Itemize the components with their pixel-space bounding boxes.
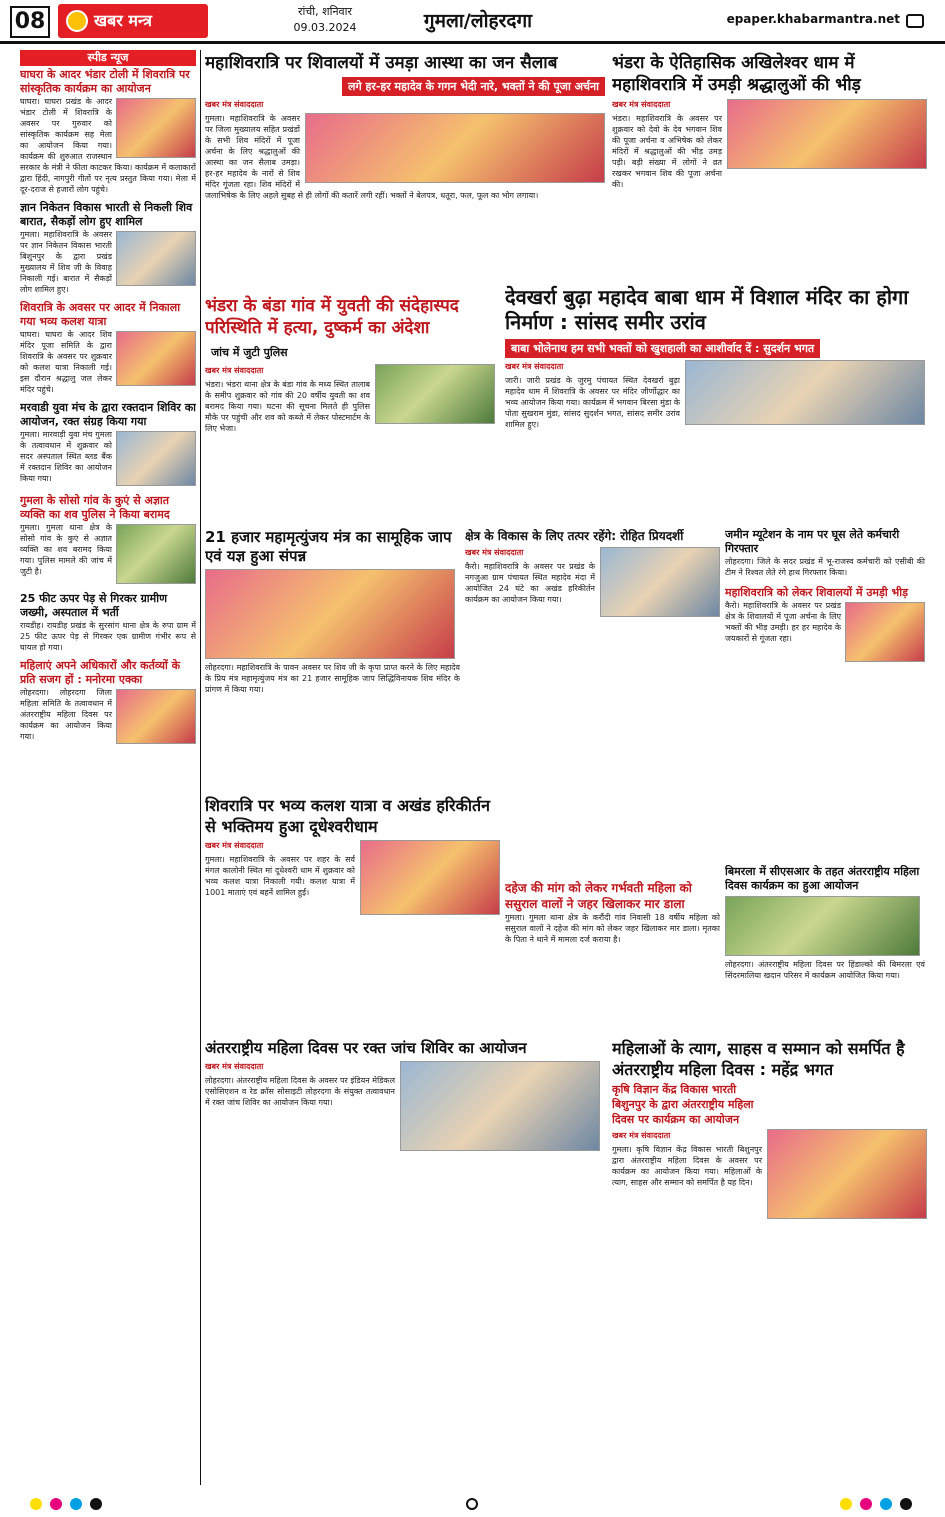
article-shivratri — [205, 52, 605, 287]
subheadline: बाबा भोलेनाथ हम सभी भक्तों को खुशहाली का आशीर्वाद दें : सुदर्शन भगत — [505, 339, 820, 358]
article-bimarla — [725, 865, 925, 1030]
article-text: गुमला। कृषि विज्ञान केंद्र विकास भारती बिशुनपुर द्वारा अंतरराष्ट्रीय महिला दिवस के अवसर पर कार्यक्रम का आयोजन किया गया। महिलाओं के त्याग, साहस और सम्मान को समर्पित है यह दिन। — [612, 1145, 762, 1187]
article-text: भंडरा। महाशिवरात्रि के अवसर पर शुक्रवार को देवो के देव भगवान शिव की पूजा अर्चना व अभिषेक को लेकर मंदिरों में श्रद्धालुओं की भीड़ उमड़ पड़ी। बड़ी संख्या में लोगों ने व्रत रखकर भगवान शिव की पूजा अर्चना की। — [612, 114, 722, 189]
brief-text: गुमला। महाशिवरात्रि के अवसर पर ज्ञान निकेतन विकास भारती बिशुनपुर के द्वारा प्रखंड मुख्यालय में शिव जी के विवाह निकाली गई। बारात में सैकड़ों लोग शामिल हुए। — [20, 230, 112, 294]
headline: बिमरला में सीएसआर के तहत अंतरराष्ट्रीय महिला दिवस कार्यक्रम का हुआ आयोजन — [725, 865, 920, 892]
brief-title: मरवाडी युवा मंच के द्वारा रक्तदान शिविर का आयोजन, रक्त संग्रह किया गया — [20, 401, 196, 428]
camera-icon — [906, 14, 924, 28]
news-photo — [305, 113, 605, 183]
brief-photo — [116, 231, 196, 286]
registration-dot-icon — [50, 1498, 62, 1510]
news-photo — [375, 364, 495, 424]
headline: जमीन म्यूटेशन के नाम पर घूस लेते कर्मचारी गिरफ्तार — [725, 528, 900, 555]
headline: अंतरराष्ट्रीय महिला दिवस पर रक्त जांच शिविर का आयोजन — [205, 1039, 527, 1057]
brief-text: घाघरा। घाघरा के आदर शिव मंदिर पूजा समिति के द्वारा शिवरात्रि के अवसर पर शुक्रवार को कलश यात्रा निकाली गई। इस दौरान श्रद्धालु जल लेकर मंदिर पहुंचे। — [20, 330, 112, 394]
brief-photo — [116, 431, 196, 486]
news-photo — [845, 602, 925, 662]
article-text: लोहरदगा। महाशिवरात्रि के पावन अवसर पर शिव जी के कृपा प्राप्त करने के लिए महादेव के प्रिय मंत्र महामृत्युंजय मंत्र का 21 हजार सामूहिक जाप सिद्धिविनायक शिव मंदिर के प्रांगण में किया गया। — [205, 663, 460, 694]
headline: भंडरा के बंडा गांव में युवती की संदेहास्पद परिस्थिति में हत्या, दुष्कर्म का अंदेशा — [205, 296, 459, 338]
article-text: लोहरदगा। अंतरराष्ट्रीय महिला दिवस पर हिंडाल्को की बिमरला एवं सिंदरमालिया खदान परिसर में कार्यक्रम आयोजित किया गया। — [725, 960, 925, 980]
brief-title: महिलाएं अपने अधिकारों और कर्तव्यों के प्रति सजग हों : मनोरमा एक्का — [20, 659, 181, 686]
byline: खबर मंत्र संवाददाता — [465, 548, 524, 557]
byline: खबर मंत्र संवाददाता — [205, 366, 264, 375]
registration-dot-icon — [30, 1498, 42, 1510]
byline: खबर मंत्र संवाददाता — [205, 100, 264, 109]
subheadline: जांच में जुटी पुलिस — [205, 343, 294, 362]
article-text: जारी। जारी प्रखंड के जुरमु पंचायत स्थित देवखर्रा बुढ़ा महादेव धाम में शिवरात्रि के अवसर पर मंदिर जीर्णोद्धार का भव्य आयोजन किया गया। कार्यक्रम में भगवान बिरसा मुंडा के पोता सुखराम मुंडा, सांसद सुदर्शन भगत, सांसद समीर उरांव शामिल हुए। — [505, 376, 680, 429]
headline: शिवरात्रि पर भव्य कलश यात्रा व अखंड हरिकीर्तन से भक्तिमय हुआ दूधेश्वरीधाम — [205, 796, 491, 836]
article-text: लोहरदगा। जिले के सदर प्रखंड में भू-राजस्व कर्मचारी को एसीबी की टीम ने रिश्वत लेते रंगे हाथ गिरफ्तार किया। — [725, 557, 925, 577]
byline: खबर मंत्र संवाददाता — [505, 362, 564, 371]
article-text: गुमला। महाशिवरात्रि के अवसर पर जिला मुख्यालय सहित प्रखंडों के सभी शिव मंदिरों में पूजा अर्चना के लिए श्रद्धालुओं की आस्था का जन सैलाब उमड़ा। हर-हर महादेव के नारों से शिव मंदिर गूंजता रहा। शिव मंदिरों में जलाभिषेक के लिए अहले सुबह से ही लोगों की कतारें लगी रहीं। भक्तों ने बेलपत्र, धतूरा, फल, फूल का भोग लगाया। — [205, 114, 539, 200]
headline: भंडरा के ऐतिहासिक अखिलेश्वर धाम में महाशिवरात्रि में उमड़ी श्रद्धालुओं की भीड़ — [612, 53, 861, 95]
news-photo — [360, 840, 500, 915]
byline: खबर मंत्र संवाददाता — [612, 100, 671, 109]
subheadline: लगे हर-हर महादेव के गगन भेदी नारे, भक्तों ने की पूजा अर्चना — [342, 77, 605, 96]
article-banda-murder — [205, 295, 495, 520]
epaper-link[interactable]: epaper.khabarmantra.net — [726, 12, 900, 26]
article-devkharra — [505, 285, 925, 520]
article-akhileshwar — [612, 52, 927, 277]
dateline — [270, 4, 380, 36]
brief-photo — [116, 331, 196, 386]
brief-photo — [116, 524, 196, 584]
headline: क्षेत्र के विकास के लिए तत्पर रहेंगे: रोहित प्रियदर्शी — [465, 529, 684, 543]
article-dudheshwari — [205, 795, 500, 1030]
brief-text: रायडीह। रायडीह प्रखंड के सुरसांग थाना क्षेत्र के रुपा ग्राम में 25 फीट ऊपर पेड़ से गिरकर एक ग्रामीण गंभीर रूप से घायल हो गया। — [20, 621, 196, 652]
news-photo — [400, 1061, 600, 1151]
registration-dot-icon — [840, 1498, 852, 1510]
brief-title: घाघरा के आदर भंडार टोली में शिवरात्रि पर सांस्कृतिक कार्यक्रम का आयोजन — [20, 68, 190, 95]
news-photo — [727, 99, 927, 169]
registration-dot-icon — [860, 1498, 872, 1510]
byline: खबर मंत्र संवाददाता — [612, 1131, 671, 1140]
brief-photo — [116, 689, 196, 744]
byline: खबर मंत्र संवाददाता — [205, 841, 264, 850]
page-number: 08 — [10, 6, 50, 38]
news-photo — [767, 1129, 927, 1219]
brief-title: 25 फीट ऊपर पेड़ से गिरकर ग्रामीण जख्मी, अस्पताल में भर्ती — [20, 592, 168, 619]
brand-name: खबर मन्त्र — [58, 4, 208, 38]
article-text: कैरो। महाशिवरात्रि के अवसर पर प्रखंड के नगजुआ ग्राम पंचायत स्थित महादेव मंदा में आयोजित 24 घंटे का अखंड हरिकीर्तन कार्यक्रम का आयोजन किया गया। — [465, 562, 595, 604]
registration-dot-icon — [900, 1498, 912, 1510]
city-day: रांची, शनिवार — [297, 5, 353, 18]
news-photo — [725, 896, 920, 956]
brief-text: लोहरदगा। लोहरदगा जिला महिला समिति के तत्वावधान में अंतरराष्ट्रीय महिला दिवस पर कार्यक्रम का आयोजन किया गया। — [20, 688, 112, 741]
article-mahamrityunjay — [205, 528, 460, 788]
crosshair-icon — [466, 1498, 478, 1510]
headline: महिलाओं के त्याग, साहस व सम्मान को समर्पित है अंतरराष्ट्रीय महिला दिवस : महेंद्र भगत — [612, 1039, 905, 1079]
headline: महाशिवरात्रि को लेकर शिवालयों में उमड़ी भीड़ — [725, 586, 909, 599]
registration-dot-icon — [880, 1498, 892, 1510]
news-photo — [205, 569, 455, 659]
article-blood-test — [205, 1038, 600, 1483]
article-text: कैरो। महाशिवरात्रि के अवसर पर प्रखंड क्षेत्र के शिवालयों में पूजा अर्चना के लिए भक्तों की भीड़ उमड़ी। हर हर महादेव के जयकारों से गूंजता रहा। — [725, 601, 841, 643]
article-rohit-priyadarshi — [465, 528, 720, 788]
registration-dot-icon — [70, 1498, 82, 1510]
headline: 21 हजार महामृत्युंजय मंत्र का सामूहिक जाप एवं यज्ञ हुआ संपन्न — [205, 528, 452, 565]
issue-date: 09.03.2024 — [293, 21, 357, 34]
article-text: गुमला। महाशिवरात्रि के अवसर पर शहर के सर्व मंगल कालोनी स्थित मां दूधेश्वरी धाम में शुक्रवार को भव्य कलश यात्रा निकाली गयी। कलश यात्रा में 1001 माताएं एवं बहनें शामिल हुईं। — [205, 855, 355, 897]
news-photo — [600, 547, 720, 617]
brief-text: गुमला। गुमला थाना क्षेत्र के सोसो गांव के कुएं से अज्ञात व्यक्ति का शव बरामद किया गया। पुलिस मामले की जांच में जुटी है। — [20, 523, 112, 576]
brief-title: गुमला के सोसो गांव के कुएं से अज्ञात व्यक्ति का शव पुलिस ने किया बरामद — [20, 494, 170, 521]
section-title: गुमला/लोहरदगा — [423, 10, 533, 32]
speed-news-bar: स्पीड न्यूज — [20, 50, 196, 66]
left-column — [20, 68, 196, 1488]
article-text: गुमला। गुमला थाना क्षेत्र के करौंदी गांव निवासी 18 वर्षीय महिला को ससुराल वालों ने दहेज की मांग को लेकर जहर खिलाकर मार डाला। मृतका के पिता ने थाने में मामला दर्ज कराया है। — [505, 913, 720, 944]
masthead — [0, 0, 945, 44]
brief-text: गुमला। मारवाड़ी युवा मंच गुमला के तत्वावधान में शुक्रवार को सदर अस्पताल स्थित ब्लड बैंक में रक्तदान शिविर का आयोजन किया गया। — [20, 430, 112, 483]
news-photo — [685, 360, 925, 425]
column-divider — [200, 50, 201, 1485]
brief-text: घाघरा। घाघरा प्रखंड के आदर भंडार टोली में शिवरात्रि के अवसर पर गुरुवार को सांस्कृतिक कार्यक्रम सह मेला का आयोजन किया गया। कार्यक्रम की शुरुआत राजस्थान सरकार के मंत्री ने फीता काटकर किया। कार्यक्रम में कलाकारों द्वारा हिंदी, नागपुरी गीतों पर नृत्य प्रस्तुत किया गया। मेला में दूर-दराज से हजारों लोग पहुंचे। — [20, 97, 196, 194]
byline: खबर मंत्र संवाददाता — [205, 1062, 264, 1071]
right-column-briefs — [725, 528, 925, 858]
subheadline: कृषि विज्ञान केंद्र विकास भारती बिशुनपुर के द्वारा अंतरराष्ट्रीय महिला दिवस पर कार्यक्रम का आयोजन — [612, 1082, 762, 1127]
registration-dot-icon — [90, 1498, 102, 1510]
article-text: लोहरदगा। अंतरराष्ट्रीय महिला दिवस के अवसर पर इंडियन मेडिकल एसोसिएशन व रेड क्रॉस सोसाइटी लोहरदगा के संयुक्त तत्वावधान में रक्त जांच शिविर का आयोजन किया गया। — [205, 1076, 395, 1107]
brand-logo-icon — [66, 10, 88, 32]
article-womens-day — [612, 1038, 927, 1483]
brief-photo — [116, 98, 196, 158]
article-text: भंडरा। भंडरा थाना क्षेत्र के बंडा गांव के मध्य स्थित तालाब के समीप शुक्रवार को गांव की 20 वर्षीय युवती का शव बरामद किया गया। घटना की सूचना मिलते ही पुलिस मौके पर पहुंची और शव को कब्जे में लेकर पोस्टमार्टम के लिए भेजा। — [205, 380, 370, 433]
brief-title: ज्ञान निकेतन विकास भारती से निकली शिव बारात, सैकड़ों लोग हुए शामिल — [20, 201, 193, 228]
headline: महाशिवरात्रि पर शिवालयों में उमड़ा आस्था का जन सैलाब — [205, 53, 558, 73]
headline: देवखर्रा बुढ़ा महादेव बाबा धाम में विशाल मंदिर का होगा निर्माण : सांसद समीर उरांव — [505, 285, 909, 334]
article-dowry — [505, 880, 720, 1030]
brief-title: शिवरात्रि के अवसर पर आदर में निकाला गया भव्य कलश यात्रा — [20, 301, 181, 328]
headline: दहेज की मांग को लेकर गर्भवती महिला को ससुराल वालों ने जहर खिलाकर मार डाला — [505, 881, 692, 911]
